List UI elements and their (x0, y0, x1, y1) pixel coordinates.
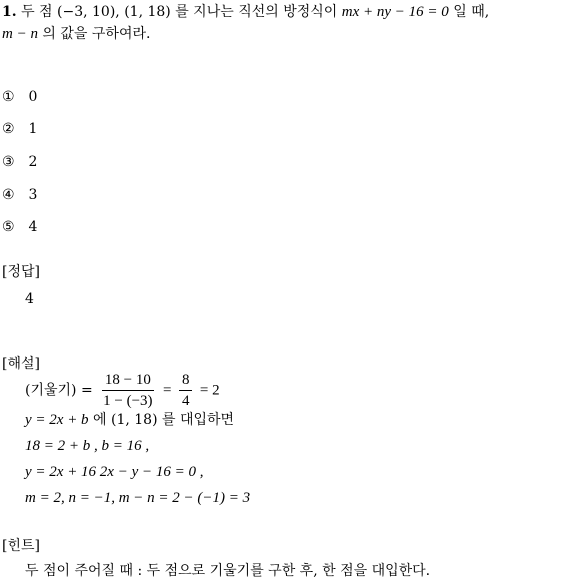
fraction-numerator: 8 (179, 370, 193, 391)
explanation-line-2 (25, 411, 234, 429)
equals-sign: = (163, 382, 172, 399)
question-equation: mx + ny − 16 = 0 (341, 4, 449, 20)
option-1[interactable] (2, 88, 37, 106)
line-equation: y = 2x + b (25, 412, 89, 428)
option-mark: ⑤ (2, 219, 15, 235)
option-value: 3 (28, 187, 38, 203)
fraction-denominator: 1 − (−3) (103, 393, 153, 409)
option-2[interactable] (2, 120, 37, 138)
question-text: 두 점 (−3, 10), (1, 18) 를 지나는 직선의 방정식이 (21, 4, 338, 20)
answer-label: [정답] (2, 264, 40, 280)
question-number: 1. (2, 4, 17, 20)
slope-label: (기울기) = (25, 382, 93, 399)
substitution-text: 에 (1, 18) 를 대입하면 (93, 412, 235, 428)
question-text-end: 일 때, (453, 4, 490, 20)
option-mark: ④ (2, 187, 15, 203)
slope-fraction (100, 370, 155, 411)
hint-text: 두 점이 주어질 때 : 두 점으로 기울기를 구한 후, 한 점을 대입한다. (25, 563, 431, 579)
slope-result: = 2 (199, 382, 220, 399)
option-value: 1 (28, 121, 38, 137)
question-target-expression: m − n (2, 26, 38, 42)
question-line-1 (2, 3, 489, 21)
fraction-denominator: 4 (181, 393, 190, 409)
explanation-label: [해설] (2, 356, 40, 372)
option-value: 0 (28, 89, 38, 105)
option-5[interactable] (2, 218, 37, 236)
option-value: 4 (28, 219, 38, 235)
explanation-line-3: 18 = 2 + b , b = 16 , (25, 438, 150, 454)
fraction-numerator: 18 − 10 (102, 370, 154, 391)
option-mark: ② (2, 121, 15, 137)
option-value: 2 (28, 154, 38, 170)
reduced-fraction (179, 370, 193, 411)
option-4[interactable] (2, 186, 37, 204)
option-mark: ① (2, 89, 15, 105)
hint-label: [힌트] (2, 538, 40, 554)
explanation-line-5: m = 2, n = −1, m − n = 2 − (−1) = 3 (25, 490, 251, 506)
question-prompt: 의 값을 구하여라. (42, 26, 151, 42)
option-mark: ③ (2, 154, 15, 170)
option-3[interactable] (2, 153, 37, 171)
explanation-slope-line (25, 370, 220, 411)
explanation-line-4: y = 2x + 16 2x − y − 16 = 0 , (25, 464, 204, 480)
answer-value: 4 (25, 291, 34, 307)
question-line-2 (2, 25, 150, 43)
